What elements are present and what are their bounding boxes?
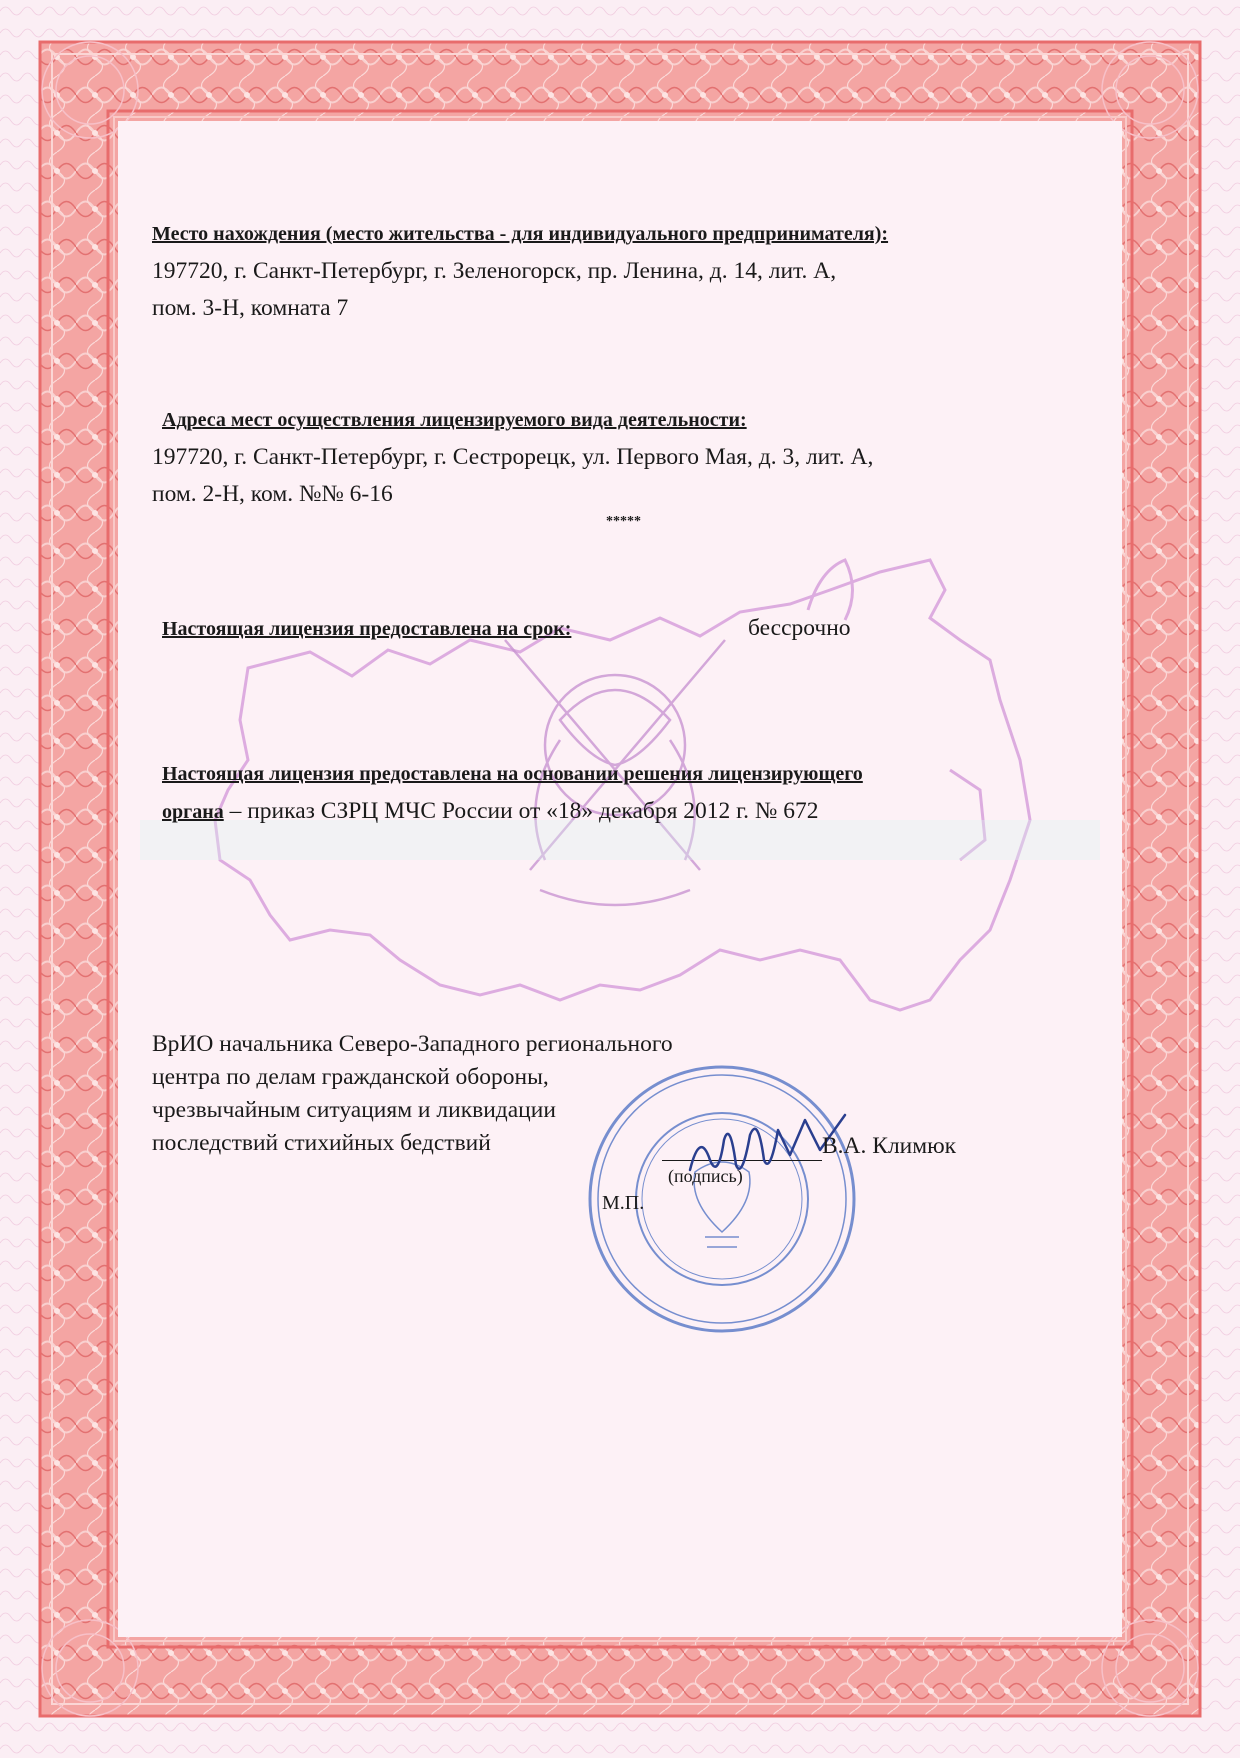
activity-address-section: [152, 402, 873, 513]
basis-label-line2: органа: [162, 801, 224, 823]
term-value: бессрочно: [748, 615, 851, 641]
location-line2: пом. 3-Н, комната 7: [152, 295, 349, 321]
activity-address-label: Адреса мест осуществления лицензируемого вида деятельности:: [162, 409, 747, 431]
signatory-line3: чрезвычайным ситуациям и ликвидации: [152, 1097, 556, 1123]
signatory-line1: ВрИО начальника Северо-Западного регионального: [152, 1031, 673, 1057]
activity-address-line1: 197720, г. Санкт-Петербург, г. Сестрорецк, ул. Первого Мая, д. 3, лит. А,: [152, 444, 874, 470]
signatory-section: [152, 1028, 673, 1160]
term-label: Настоящая лицензия предоставлена на срок:: [162, 618, 572, 640]
signatory-line2: центра по делам гражданской обороны,: [152, 1064, 549, 1090]
basis-label-line1: Настоящая лицензия предоставлена на основании решения лицензирующего: [162, 763, 863, 785]
location-label: Место нахождения (место жительства - для индивидуального предпринимателя):: [152, 223, 889, 245]
location-line1: 197720, г. Санкт-Петербург, г. Зеленогорск, пр. Ленина, д. 14, лит. А,: [152, 258, 837, 284]
signatory-name: В.А. Климюк: [822, 1133, 957, 1159]
seal-caption: М.П.: [602, 1192, 645, 1214]
signature-caption: (подпись): [668, 1166, 743, 1186]
separator: *****: [606, 514, 641, 529]
signatory-line4: последствий стихийных бедствий: [152, 1130, 491, 1156]
basis-section: [162, 756, 863, 831]
activity-address-line2: пом. 2-Н, ком. №№ 6-16: [152, 481, 393, 507]
location-section: [152, 216, 888, 327]
term-section: [162, 610, 851, 648]
basis-value: – приказ СЗРЦ МЧС России от «18» декабря 2012 г. № 672: [223, 798, 819, 824]
